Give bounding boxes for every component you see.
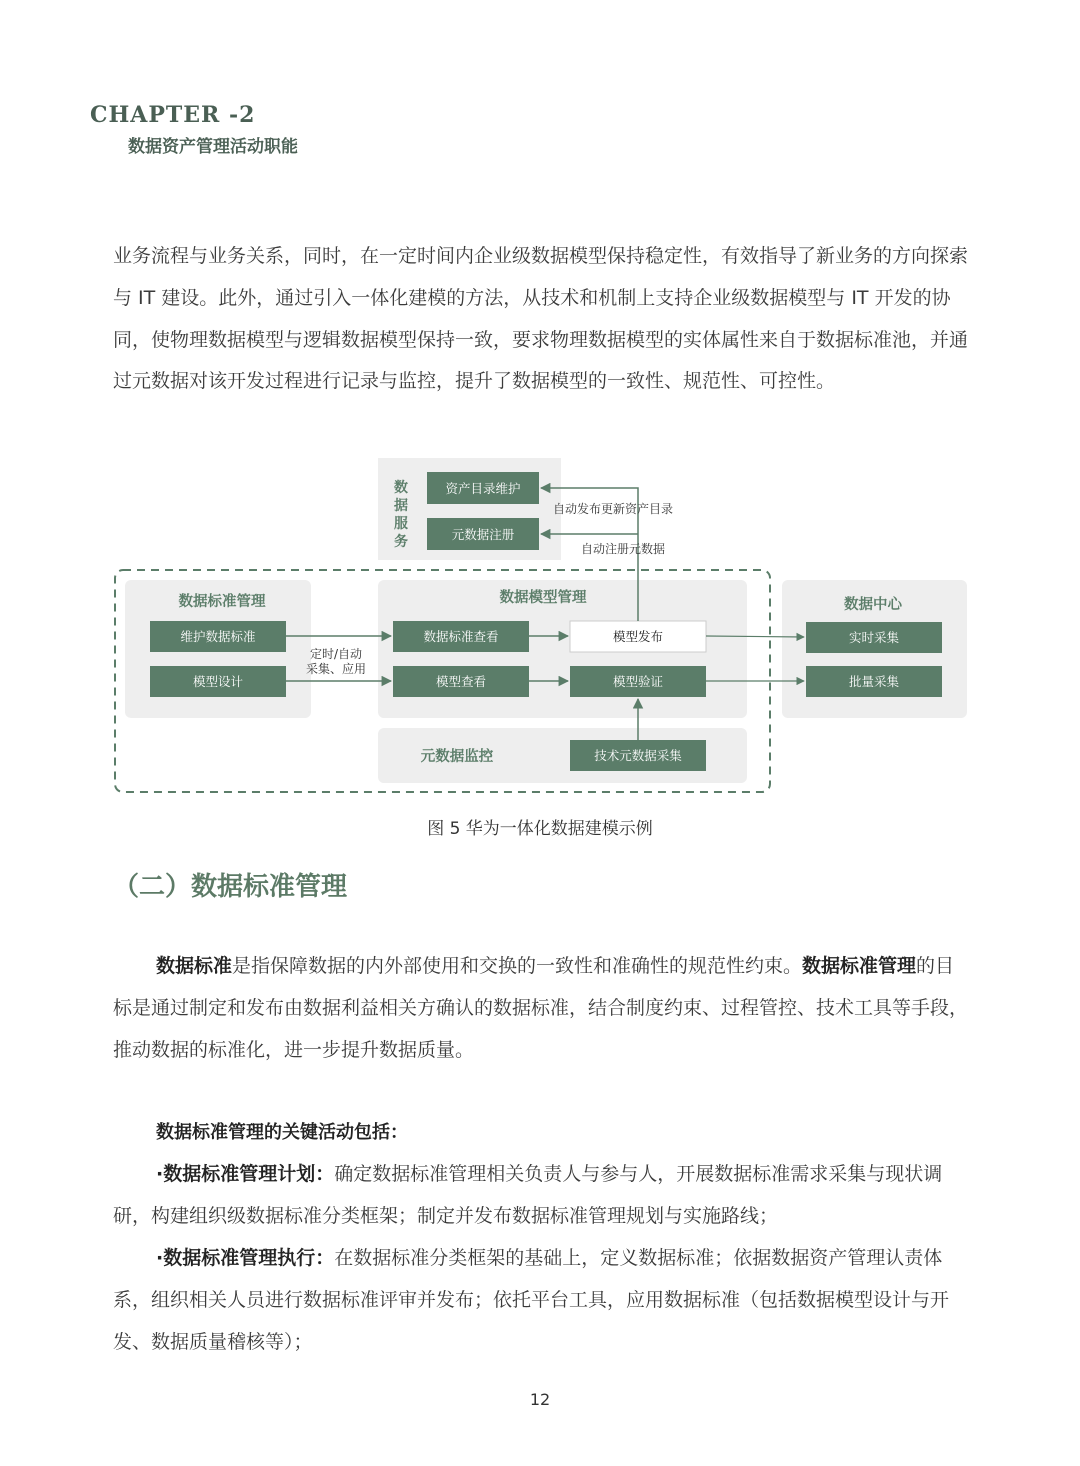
activities-heading: 数据标准管理的关键活动包括：	[156, 1122, 408, 1143]
activity-bullet: ·	[156, 1247, 164, 1269]
model-mgmt-title: 数据模型管理	[499, 590, 587, 606]
data-service-label-4: 务	[394, 534, 408, 550]
intro-paragraph: 业务流程与业务关系，同时，在一定时间内企业级数据模型保持稳定性，有效指导了新业务的方向探索与 IT 建设。此外，通过引入一体化建模的方法，从技术和机制上支持企业级数据模型与 IT 开发的协同，使物理数据模型与逻辑数据模型保持一致，要求物理数据模型的实体属性来自于数据标准池，并通过元数据对该开发过程进行记录与监控，提升了数据模型的一致性、规范性、可控性。	[113, 245, 969, 393]
data-service-label-1: 数	[394, 480, 408, 496]
activity-text: 确定数据标准管理相关负责人与参与人，开展数据标准需求采集与现状调研，构建组织级数据标准分类框架；制定并发布数据标准管理规划与实施路线；	[113, 1163, 943, 1227]
auto-register-label: 自动注册元数据	[581, 542, 666, 556]
schedule-label-2: 采集、应用	[305, 662, 367, 676]
standard-view-label: 数据标准查看	[423, 629, 499, 644]
metadata-monitor-title: 元数据监控	[420, 749, 494, 765]
data-center-title: 数据中心	[844, 597, 902, 613]
figure-caption: 图 5 华为一体化数据建模示例	[427, 819, 653, 839]
page-number: 12	[529, 1390, 551, 1409]
realtime-collect-label: 实时采集	[848, 630, 900, 645]
definition-text-2: 的目标是通过制定和发布由数据利益相关方确认的数据标准，结合制度约束、过程管控、技术工具等手段，推动数据的标准化，进一步提升数据质量。	[113, 955, 969, 1061]
term-standard-mgmt: 数据标准管理	[802, 955, 917, 977]
model-view-label: 模型查看	[435, 674, 487, 689]
activity-item	[113, 1154, 973, 1238]
section-title: （二）数据标准管理	[113, 872, 348, 902]
data-service-label-2: 据	[394, 498, 408, 514]
definition-text-1: 是指保障数据的内外部使用和交换的一致性和准确性的规范性约束。	[232, 955, 803, 977]
chapter-label: CHAPTER -2	[90, 102, 256, 128]
activity-item	[113, 1238, 973, 1363]
data-service-label-3: 服	[394, 516, 408, 532]
maintain-standard-label: 维护数据标准	[180, 629, 256, 644]
definition-paragraph	[113, 946, 973, 1071]
schedule-label-1: 定时/自动	[309, 647, 363, 661]
catalog-maintenance-label: 资产目录维护	[445, 481, 521, 496]
chapter-subtitle: 数据资产管理活动职能	[128, 137, 298, 157]
activity-title: 数据标准管理计划：	[163, 1163, 335, 1185]
metadata-register-label: 元数据注册	[451, 527, 515, 542]
term-data-standard: 数据标准	[156, 955, 233, 977]
activity-bullet: ·	[156, 1163, 164, 1185]
standard-mgmt-title: 数据标准管理	[178, 594, 266, 610]
activity-text: 在数据标准分类框架的基础上，定义数据标准；依据数据资产管理认责体系，组织相关人员进行数据标准评审并发布；依托平台工具，应用数据标准（包括数据模型设计与开发、数据质量稽核等）；	[113, 1247, 950, 1353]
model-design-label: 模型设计	[192, 674, 244, 689]
model-publish-label: 模型发布	[612, 629, 664, 644]
batch-collect-label: 批量采集	[848, 674, 900, 689]
activity-title: 数据标准管理执行：	[163, 1247, 335, 1269]
auto-publish-label: 自动发布更新资产目录	[553, 502, 674, 516]
model-verify-label: 模型验证	[612, 674, 664, 689]
integrated-modeling-diagram	[110, 455, 972, 800]
tech-metadata-label: 技术元数据采集	[594, 748, 682, 763]
